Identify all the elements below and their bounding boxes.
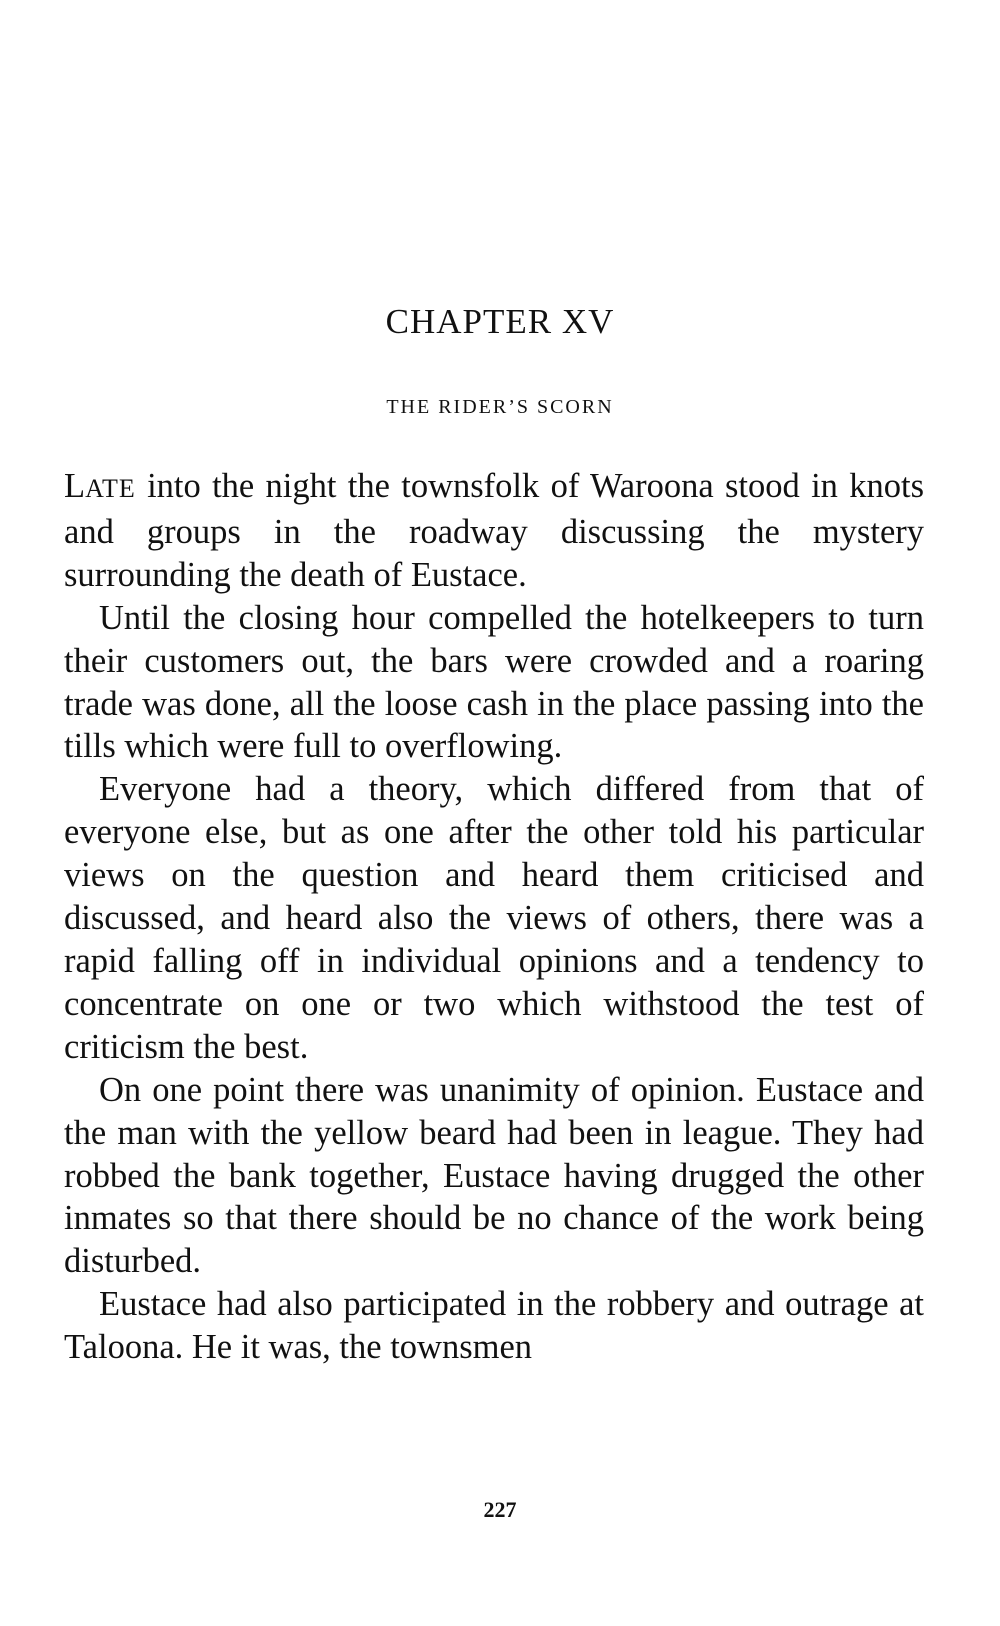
chapter-title: CHAPTER XV xyxy=(385,302,615,341)
paragraph-3: Everyone had a theory, which differed from that of everyone else, but as one after the other told his particular views on the question and heard them criticised and discussed, and heard also the views of others, there was a rapid falling off in individual opinions and a tendency to concentrate on one or two which withstood the test of criticism the best. xyxy=(64,770,924,1066)
paragraph-4: On one point there was unanimity of opinion. Eustace and the man with the yellow beard had been in league. They had robbed the bank together, Eustace having drugged the other inmates so that there should be no chance of the work being disturbed. xyxy=(64,1070,924,1281)
paragraph-2: Until the closing hour compelled the hotelkeepers to turn their customers out, the bars were crowded and a roaring trade was done, all the loose cash in the place passing into the tills which were full to overflowing. xyxy=(64,598,924,766)
drop-word-cap: L xyxy=(64,467,86,505)
chapter-subtitle: THE RIDER’S SCORN xyxy=(386,396,614,418)
paragraph-1-text: into the night the townsfolk of Waroona stood in knots and groups in the roadway discussing the mystery surrounding the death of Eustace. xyxy=(64,467,924,594)
paragraph-1 xyxy=(64,465,924,597)
paragraph-5: Eustace had also participated in the robbery and outrage at Taloona. He it was, the townsmen xyxy=(64,1285,924,1367)
body-text xyxy=(64,465,924,1369)
drop-word-smallcaps: ATE xyxy=(85,474,136,503)
page-number: 227 xyxy=(483,1497,517,1522)
